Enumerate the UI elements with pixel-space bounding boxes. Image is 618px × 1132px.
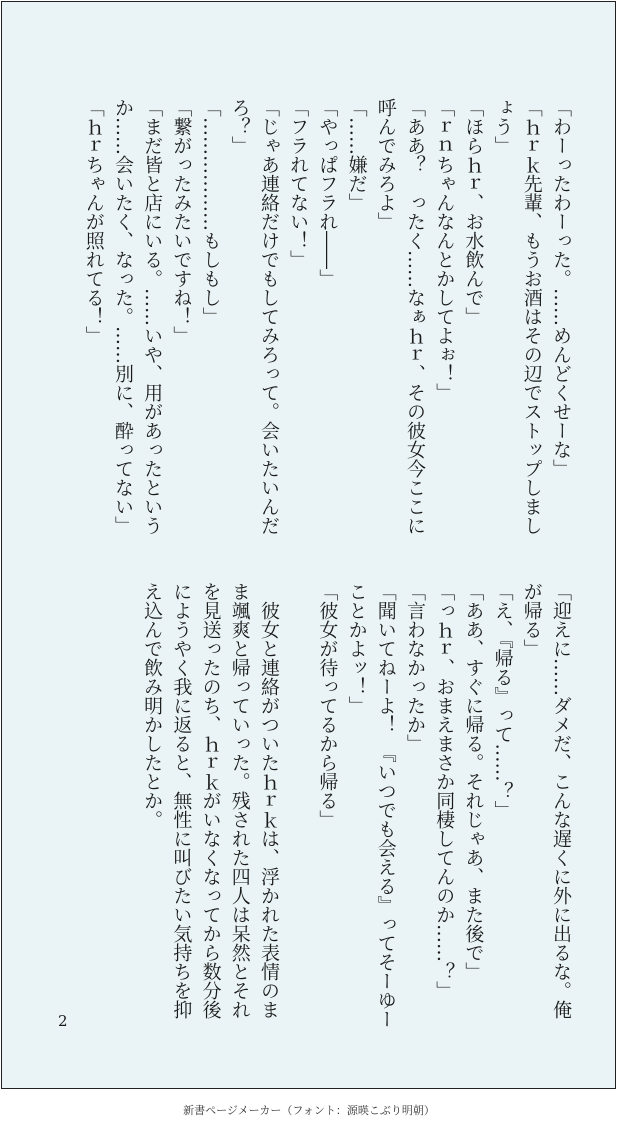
text-line: 「まだ皆と店にいる。……いや、用があったというか……会いたく、なった。……別に、酔ってない」 bbox=[111, 98, 164, 535]
text-line: 「彼女が待ってるから帰る」 bbox=[316, 582, 339, 829]
blank-line bbox=[283, 582, 312, 1034]
text-line: 「やっぱフラれ――」 bbox=[316, 98, 339, 288]
text-line: 「じゃあ連絡だけでもしてみろって。会いたいんだろ？」 bbox=[228, 98, 280, 535]
text-line: 「ｈｒちゃんが照れてる！」 bbox=[82, 98, 105, 345]
text-line: 「迎えに……ダメだ、こんな遅くに外に出るな。俺が帰る」 bbox=[520, 582, 572, 1019]
text-line: 「え、『帰る』って……？」 bbox=[491, 582, 514, 820]
text-line: 「わーったわーった。……めんどくせーな」 bbox=[550, 98, 572, 478]
text-line: 「フラれてない！」 bbox=[287, 98, 310, 269]
text-line: 「ｒｎちゃんなんとかしてよぉ！」 bbox=[433, 98, 456, 402]
text-line: 「っｈｒ、おまえまさか同棲してんのか……？」 bbox=[433, 582, 456, 1000]
text-line: 「ｈｒｋ先輩、もうお酒はその辺でストップしましょう」 bbox=[491, 98, 543, 535]
text-line: 「繋がったみたいですね！」 bbox=[170, 98, 193, 345]
lower-text-block bbox=[35, 582, 575, 1034]
text-line: 「………………もしもし」 bbox=[199, 98, 222, 326]
text-line: 「ほらｈｒ、お水飲んで」 bbox=[462, 98, 485, 326]
text-line: 「ああ、すぐに帰る。それじゃあ、また後で」 bbox=[462, 582, 485, 981]
footer-credit: 新書ページメーカー（フォント：源暎こぶり明朝） bbox=[183, 1104, 435, 1117]
upper-text-block bbox=[35, 98, 575, 550]
text-line: 「……嫌だ」 bbox=[345, 98, 368, 212]
text-line: 「言わなかったか」 bbox=[403, 582, 426, 753]
narration-paragraph: 彼女と連絡がついたｈｒｋは、浮かれた表情のまま颯爽と帰っていった。残された四人は呆然とそれを見送ったのち、ｈｒｋがいなくなってから数分後にようやく我に返ると、無性に叫びたい気持ちを抑え込んで飲み明かしたとか。 bbox=[141, 582, 280, 1019]
page-number: 2 bbox=[58, 1012, 68, 1030]
text-line: 「聞いてねーよ！ 『いつでも会える』ってそーゆーことかよッ！」 bbox=[345, 582, 397, 1029]
novel-page bbox=[1, 1, 616, 1089]
text-line: 「ああ？ ったく……なぁｈｒ、その彼女今ここに呼んでみろよ」 bbox=[374, 98, 426, 535]
